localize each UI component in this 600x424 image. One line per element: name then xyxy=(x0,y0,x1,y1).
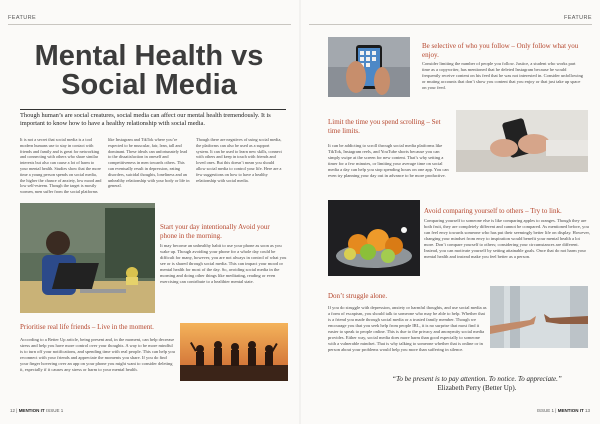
left-issue: ISSUE 1 xyxy=(45,408,64,413)
real-friends-heading: Prioritise real life friends – Live in the moment. xyxy=(20,323,154,331)
lead-paragraph: Though human’s are social creatures, social media can affect our mental health tremendously. It is important to know how to have a healthy relationship with social media. xyxy=(20,112,271,127)
title-line-1: Mental Health vs xyxy=(34,40,264,72)
right-footer: ISSUE 1 | MENTION IT 13 xyxy=(536,408,590,413)
phone-photo xyxy=(328,37,410,97)
avoid-comparing-body: Comparing yourself to someone else is like comparing apples to oranges. Though they are both fruit, they are completely different and cannot be compared. As mentioned before, you can feel envy towards someone who has put their seemingly better life on display. However, changing your mindset from envy to inspiration would benefit your mental health a lot more. Don’t compare yourself to others; considering your circumstances are different. Instead, you can motivate yourself by setting attainable goals. Once that do not harm your mental health and instead make you feel better as a person. xyxy=(424,218,590,259)
hands-phone-photo xyxy=(456,110,588,172)
friends-sunset-photo xyxy=(180,323,288,381)
right-feature-label: FEATURE xyxy=(563,15,592,21)
real-friends-body: According to a Better Up article, being present and, in the moment, can help decrease stress and help you have more control over your thoughts. A way to be more mindful is to turn off your notifications, and spending time with real people. This can help you reconnect with your friends and appreciate the moments you share. If you do find your finger hovering over an app on your phone you might want to consider deleting it, especially if it causes any stress or harm to your mental health. xyxy=(20,337,175,372)
right-header-rule xyxy=(309,24,592,25)
intro-column-1: It is not a secret that social media is a tool modern humans use to stay in contact with friends and family and is great for networking and connecting with others who share similar interests but also can cause a lot of harm to your mental health. Studies show that the more time a young person spends on social media, the higher the chance of anxiety, low mood and low self-esteem. Though the target is mostly women, men suffer from the social platforms xyxy=(20,137,102,195)
right-magazine-name: MENTION IT xyxy=(557,408,584,413)
start-day-body: It may become an unhealthy habit to use your phone as soon as you wake up. Though avoiding your phone for a whole day could be difficult for many, however, you are not always in control of what you see or is shared through social media. This can impact your mood or mental health for most of the day. So, avoiding social media in the morning and doing other things like meditating, reading or even exercising can contribute to a healthier mental state. xyxy=(160,243,287,284)
intro-column-3: Though there are negatives of using social media, the platforms can also be used as a support system. It can be used to learn new skills, connect with others and keep in touch with friends and loved ones. But this doesn’t mean you should allow social media to control your life. Here are a few suggestions on how to have a healthy relationship with social media. xyxy=(196,137,282,183)
title-line-2: Social Media xyxy=(61,69,237,101)
limit-time-heading: Limit the time you spend scrolling – Set time limits. xyxy=(328,118,441,135)
left-footer: 12 | MENTION IT ISSUE 1 xyxy=(10,408,64,413)
limit-time-body: It can be addicting to scroll through social media platforms like TikTok, Instagram reels, and YouTube shorts because you can simply swipe at the screen for new content. That’s why setting a timer for a few minutes, or limiting your average time on social media a day can help you stop spending hours on one app. You can even try planning your day out in advance to be more productive. xyxy=(328,143,449,178)
struggle-body: If you do struggle with depression, anxiety or harmful thoughts, and use social media as a form of escapism, you should talk to someone who may be able to help. Whether that is a friend you made through social media or a trusted family member. Though we encourage you that you seek help from people IRL, it is no surprise that most find it easier to speak to people online. This is due to the privacy and anonymity social media provides. Either way, social media does more harm than good especially to someone with a vulnerable mindset. That is why talking to someone whether that is online or in person about your problems would help you more than suffering in silence. xyxy=(328,305,487,352)
page-gutter xyxy=(299,0,301,424)
start-day-heading: Start your day intentionally Avoid your phone in the morning. xyxy=(160,223,270,240)
quote-author: Elizabeth Perry (Better Up). xyxy=(437,384,517,392)
left-magazine-name: MENTION IT xyxy=(18,408,45,413)
right-page-number: 13 xyxy=(584,408,590,413)
reaching-hands-photo xyxy=(490,286,588,348)
fruit-bowl-photo xyxy=(328,200,420,276)
struggle-heading: Don’t struggle alone. xyxy=(328,292,388,300)
page-title xyxy=(20,42,278,100)
right-issue: ISSUE 1 xyxy=(536,408,555,413)
left-header-rule xyxy=(8,24,291,25)
lead-rule xyxy=(20,109,286,110)
avoid-comparing-heading: Avoid comparing yourself to others – Try to link. xyxy=(424,207,562,215)
pull-quote xyxy=(372,375,582,393)
left-feature-label: FEATURE xyxy=(8,15,37,21)
left-page-number: 12 xyxy=(10,408,16,413)
quote-text: “To be present is to pay attention. To notice. To appreciate.” xyxy=(392,375,562,383)
selective-follow-body: Consider limiting the number of people you follow. Justice, a student who works part time as a copywriter, has mentioned that he deleted Instagram because he would frequently receive content on his feed that he was not interested in. Consider unfollowing or muting accounts that don’t show you content that you enjoy or that just take up space on your feed. xyxy=(422,61,583,90)
selective-follow-heading: Be selective of who you follow – Only follow what you enjoy. xyxy=(422,42,579,59)
intro-column-2: like Instagram and TikTok where you’re expected to be muscular, fair, lean, tall and dominant. These ideals can unfortunately lead to the dissatisfaction in oneself and competitiveness in men towards others. This can eventually result in depression, eating disorders, suicidal thoughts, loneliness and an unhealthy relationship with your body or life in general. xyxy=(108,137,190,189)
laptop-photo xyxy=(20,203,155,313)
